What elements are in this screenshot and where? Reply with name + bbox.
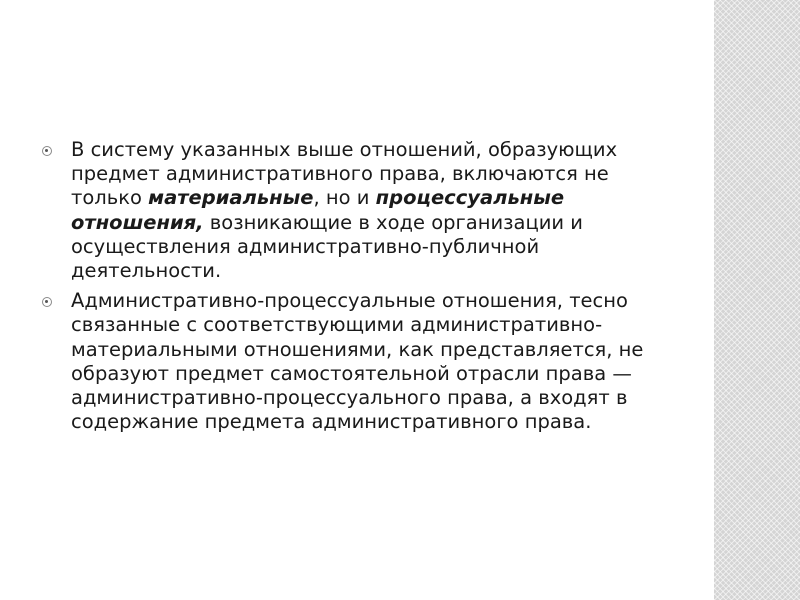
bullet-text-2: , но и — [313, 186, 376, 210]
bullet-text-3: возникающие в ходе организации и осуществления административно-публичной деятельности. — [71, 210, 583, 283]
bullet-circle-icon — [42, 297, 52, 307]
emphasis-procedural: процессуальные отношения, — [71, 186, 565, 234]
bullet-item — [40, 289, 680, 434]
bullet-text: Административно-процессуальные отношения, тесно связанные с соответствующими административно-материальными отношениями, как представляется, не образуют предмет самостоятельной отрасли права — административно-процессуального права, а входят в содержание предмета административного права. — [71, 289, 644, 434]
decorative-side-panel — [714, 0, 800, 600]
bullet-text-1: В систему указанных выше отношений, образующих предмет административного права, включаются не только — [71, 138, 618, 210]
slide-content — [40, 138, 680, 440]
emphasis-material: материальные — [148, 186, 314, 210]
bullet-item — [40, 138, 680, 283]
bullet-circle-icon — [42, 146, 52, 156]
